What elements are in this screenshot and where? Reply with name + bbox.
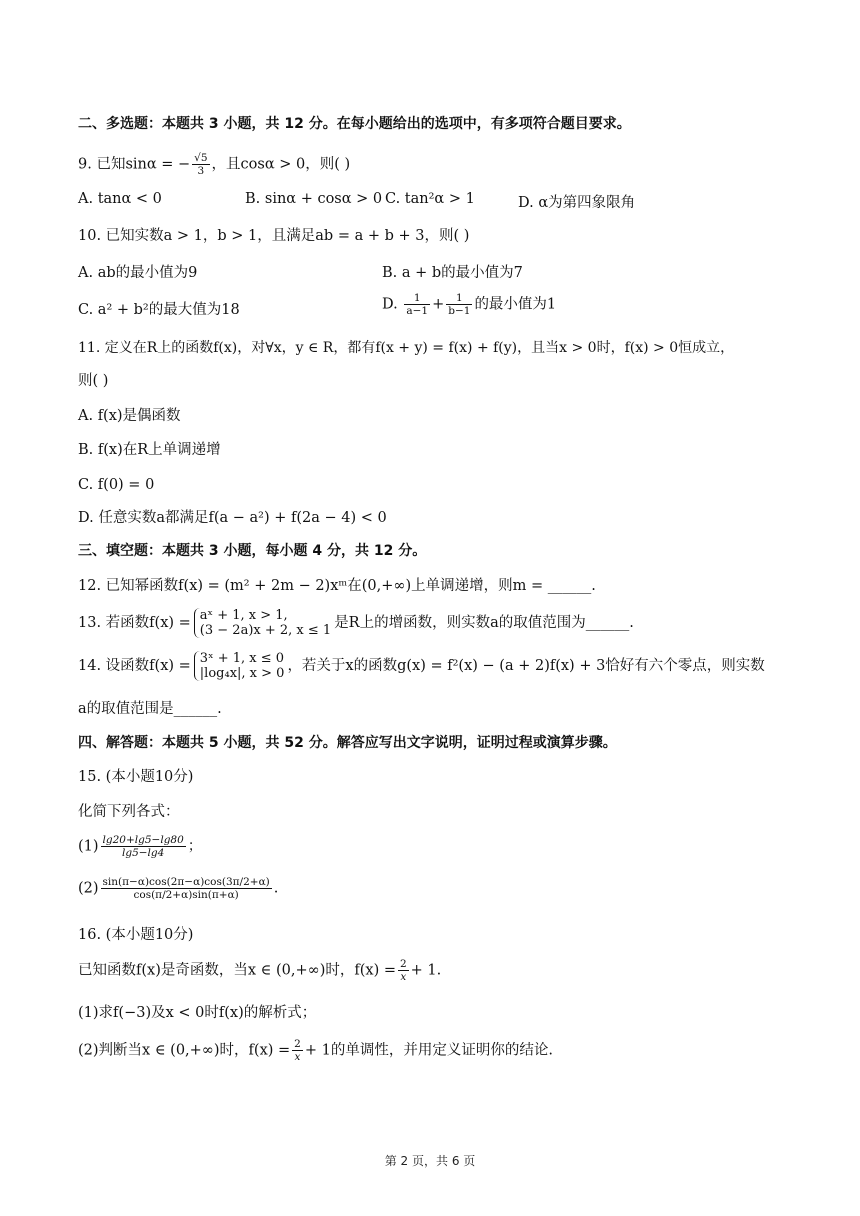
question-11-stem-line1: 11. 定义在R上的函数f(x)，对∀x，y ∈ R，都有f(x + y) = f(x) + f(y)，且当x > 0时，f(x) > 0恒成立， <box>78 340 735 356</box>
piecewise-brace: 3ˣ + 1, x ≤ 0 |log₄x|, x > 0 <box>194 651 285 681</box>
question-11-option-b: B. f(x)在R上单调递增 <box>78 442 221 458</box>
piecewise-brace: aˣ + 1, x > 1, (3 − 2a)x + 2, x ≤ 1 <box>194 608 331 638</box>
question-11-option-d: D. 任意实数a都满足f(a − a²) + f(2a − 4) < 0 <box>78 510 387 526</box>
question-15-part1: (1) $\frac{\lg 20+\lg 5-\lg 80}{\lg 5-\lg 4}$ ； <box>78 834 203 859</box>
question-16-part1: (1)求f(−3)及x < 0时f(x)的解析式； <box>78 1005 317 1021</box>
question-10-option-b: B. a + b的最小值为7 <box>382 265 523 281</box>
question-11-option-c: C. f(0) = 0 <box>78 477 155 493</box>
question-11-option-a: A. f(x)是偶函数 <box>78 408 181 424</box>
question-14-line2: a的取值范围是______. <box>78 701 222 717</box>
fraction-trig-expression: $\frac{\sin(\pi-\alpha)\cos(2\pi-\alpha)\cos(3\pi/2+\alpha)}{\cos(\pi/2+\alpha)\sin(\pi+\alpha)}$ <box>102 876 270 901</box>
question-9-option-b: B. sinα + cosα > 0 <box>245 191 383 207</box>
question-10-option-d: D. $\frac{1}{a-1}$ + $\frac{1}{b-1}$ 的最小值为1 <box>382 292 557 317</box>
question-14-line1: 14. 设函数f(x) = 3ˣ + 1, x ≤ 0 |log₄x|, x > 0 ，若关于x的函数g(x) = f²(x) − (a + 2)f(x) + 3恰好有六个零点，则实数 <box>78 651 765 681</box>
fraction-2-over-x: $\frac{2}{x}$ <box>399 958 407 983</box>
fraction-1-over-a-minus-1: $\frac{1}{a-1}$ <box>406 292 429 317</box>
question-9-option-c: C. tan²α > 1 <box>385 191 475 207</box>
fraction-lg-expression: $\frac{\lg 20+\lg 5-\lg 80}{\lg 5-\lg 4}$ <box>102 834 184 859</box>
question-16-part2: (2)判断当x ∈ (0,+∞)时，f(x) = $\frac{2}{x}$ + 1的单调性，并用定义证明你的结论. <box>78 1038 553 1063</box>
question-9-stem: 9. 已知sinα = − $\frac{√5}{3}$ ，且cosα > 0，则( ) <box>78 152 351 177</box>
fraction-1-over-b-minus-1: $\frac{1}{b-1}$ <box>448 292 471 317</box>
fraction-2-over-x: $\frac{2}{x}$ <box>294 1038 301 1063</box>
section-heading-fill-blank: 三、填空题：本题共 3 小题，每小题 4 分，共 12 分。 <box>78 543 427 559</box>
question-16-title: 16. (本小题10分) <box>78 927 194 943</box>
question-16-stem: 已知函数f(x)是奇函数，当x ∈ (0,+∞)时，f(x) = $\frac{2}{x}$ + 1. <box>78 958 442 983</box>
question-15-part2: (2) $\frac{\sin(\pi-\alpha)\cos(2\pi-\alpha)\cos(3\pi/2+\alpha)}{\cos(\pi/2+\alpha)\sin(\pi+\alpha)}$ . <box>78 876 279 901</box>
question-13: 13. 若函数f(x) = aˣ + 1, x > 1, (3 − 2a)x + 2, x ≤ 1 是R上的增函数，则实数a的取值范围为______. <box>78 608 634 638</box>
question-10-option-c: C. a² + b²的最大值为18 <box>78 302 240 318</box>
question-10-stem: 10. 已知实数a > 1，b > 1，且满足ab = a + b + 3，则( ) <box>78 228 470 244</box>
section-heading-multiple-choice: 二、多选题：本题共 3 小题，共 12 分。在每小题给出的选项中，有多项符合题目要求。 <box>78 116 631 132</box>
question-12: 12. 已知幂函数f(x) = (m² + 2m − 2)xᵐ在(0,+∞)上单调递增，则m = ______. <box>78 578 596 594</box>
question-10-option-a: A. ab的最小值为9 <box>78 265 198 281</box>
page-footer: 第 2 页，共 6 页 <box>384 1154 476 1168</box>
question-9-option-d: D. α为第四象限角 <box>518 195 636 211</box>
question-9-option-a: A. tanα < 0 <box>78 191 162 207</box>
question-11-stem-line2: 则( ) <box>78 373 109 389</box>
section-heading-solution: 四、解答题：本题共 5 小题，共 52 分。解答应写出文字说明，证明过程或演算步骤。 <box>78 735 617 751</box>
fraction-sqrt5-over-3: $\frac{√5}{3}$ <box>194 152 208 177</box>
question-15-title: 15. (本小题10分) <box>78 769 194 785</box>
question-15-intro: 化简下列各式： <box>78 804 180 820</box>
